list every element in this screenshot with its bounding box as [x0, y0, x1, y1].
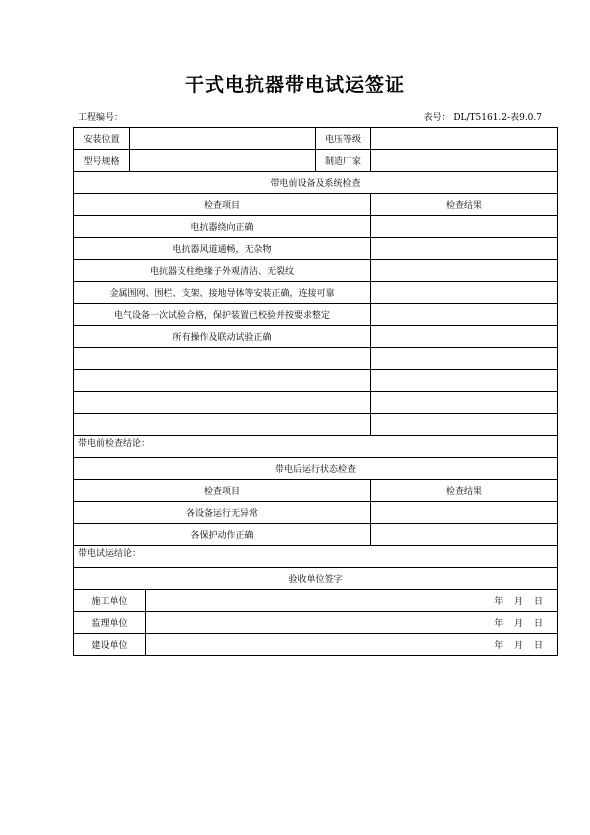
conclusion-row: [74, 546, 558, 568]
check-item: 电气设备一次试验合格，保护装置已校验并按要求整定: [74, 304, 371, 326]
conclusion-row: [74, 436, 558, 458]
column-header-row: [74, 194, 558, 216]
signature-row: [74, 612, 558, 634]
signature-row: [74, 590, 558, 612]
date-label: 年 月 日: [494, 641, 543, 651]
check-item: 各设备运行无异常: [74, 502, 371, 524]
check-item: 所有操作及联动试验正确: [74, 326, 371, 348]
table-row: [74, 502, 558, 524]
check-result[interactable]: [371, 348, 558, 370]
install-location-value[interactable]: [130, 128, 316, 150]
check-result[interactable]: [371, 238, 558, 260]
voltage-level-value[interactable]: [371, 128, 558, 150]
unit-label: 监理单位: [74, 612, 146, 634]
check-result[interactable]: [371, 392, 558, 414]
table-row: [74, 260, 558, 282]
check-result[interactable]: [371, 370, 558, 392]
date-label: 年 月 日: [494, 619, 543, 629]
check-item: 电抗器绕向正确: [74, 216, 371, 238]
section-header: [74, 458, 558, 480]
info-row: [74, 128, 558, 150]
table-row: [74, 326, 558, 348]
model-spec-value[interactable]: [130, 150, 316, 172]
section-header: [74, 568, 558, 590]
check-item: 各保护动作正确: [74, 524, 371, 546]
col-item-header: 检查项目: [74, 480, 371, 502]
check-result[interactable]: [371, 304, 558, 326]
check-item: 金属围网、围栏、支架、接地导体等安装正确，连接可靠: [74, 282, 371, 304]
manufacturer-value[interactable]: [371, 150, 558, 172]
check-result[interactable]: [371, 260, 558, 282]
table-row: [74, 370, 558, 392]
section2-title: 带电后运行状态检查: [74, 458, 558, 480]
check-result[interactable]: [371, 282, 558, 304]
unit-label: 建设单位: [74, 634, 146, 656]
check-item[interactable]: [74, 392, 371, 414]
trial-run-conclusion[interactable]: 带电试运结论：: [74, 546, 558, 568]
check-result[interactable]: [371, 524, 558, 546]
col-item-header: 检查项目: [74, 194, 371, 216]
table-row: [74, 304, 558, 326]
unit-label: 施工单位: [74, 590, 146, 612]
table-row: [74, 238, 558, 260]
column-header-row: [74, 480, 558, 502]
check-result[interactable]: [371, 326, 558, 348]
check-result[interactable]: [371, 502, 558, 524]
table-row: [74, 348, 558, 370]
check-item[interactable]: [74, 414, 371, 436]
section-header: [74, 172, 558, 194]
check-item[interactable]: [74, 370, 371, 392]
signature-field[interactable]: [146, 612, 558, 634]
table-row: [74, 216, 558, 238]
pre-energize-conclusion[interactable]: 带电前检查结论：: [74, 436, 558, 458]
table-row: [74, 414, 558, 436]
signature-field[interactable]: [146, 590, 558, 612]
voltage-level-label: 电压等级: [316, 128, 371, 150]
table-row: [74, 282, 558, 304]
manufacturer-label: 制造厂家: [316, 150, 371, 172]
check-item: 电抗器支柱绝缘子外观清洁、无裂纹: [74, 260, 371, 282]
table-row: [74, 524, 558, 546]
signature-field[interactable]: [146, 634, 558, 656]
col-result-header: 检查结果: [371, 480, 558, 502]
project-no-label: 工程编号：: [78, 113, 124, 123]
check-result[interactable]: [371, 216, 558, 238]
check-result[interactable]: [371, 414, 558, 436]
table-row: [74, 392, 558, 414]
col-result-header: 检查结果: [371, 194, 558, 216]
form-no-label: 表号： DL/T5161.2-表9.0.7: [423, 113, 542, 123]
page-title: 干式电抗器带电试运签证: [184, 74, 405, 96]
model-spec-label: 型号规格: [74, 150, 130, 172]
section1-title: 带电前设备及系统检查: [74, 172, 558, 194]
acceptance-form: [73, 127, 558, 656]
check-item[interactable]: [74, 348, 371, 370]
info-row: [74, 150, 558, 172]
install-location-label: 安装位置: [74, 128, 130, 150]
signature-title: 验收单位签字: [74, 568, 558, 590]
signature-row: [74, 634, 558, 656]
date-label: 年 月 日: [494, 597, 543, 607]
check-item: 电抗器风道通畅，无杂物: [74, 238, 371, 260]
